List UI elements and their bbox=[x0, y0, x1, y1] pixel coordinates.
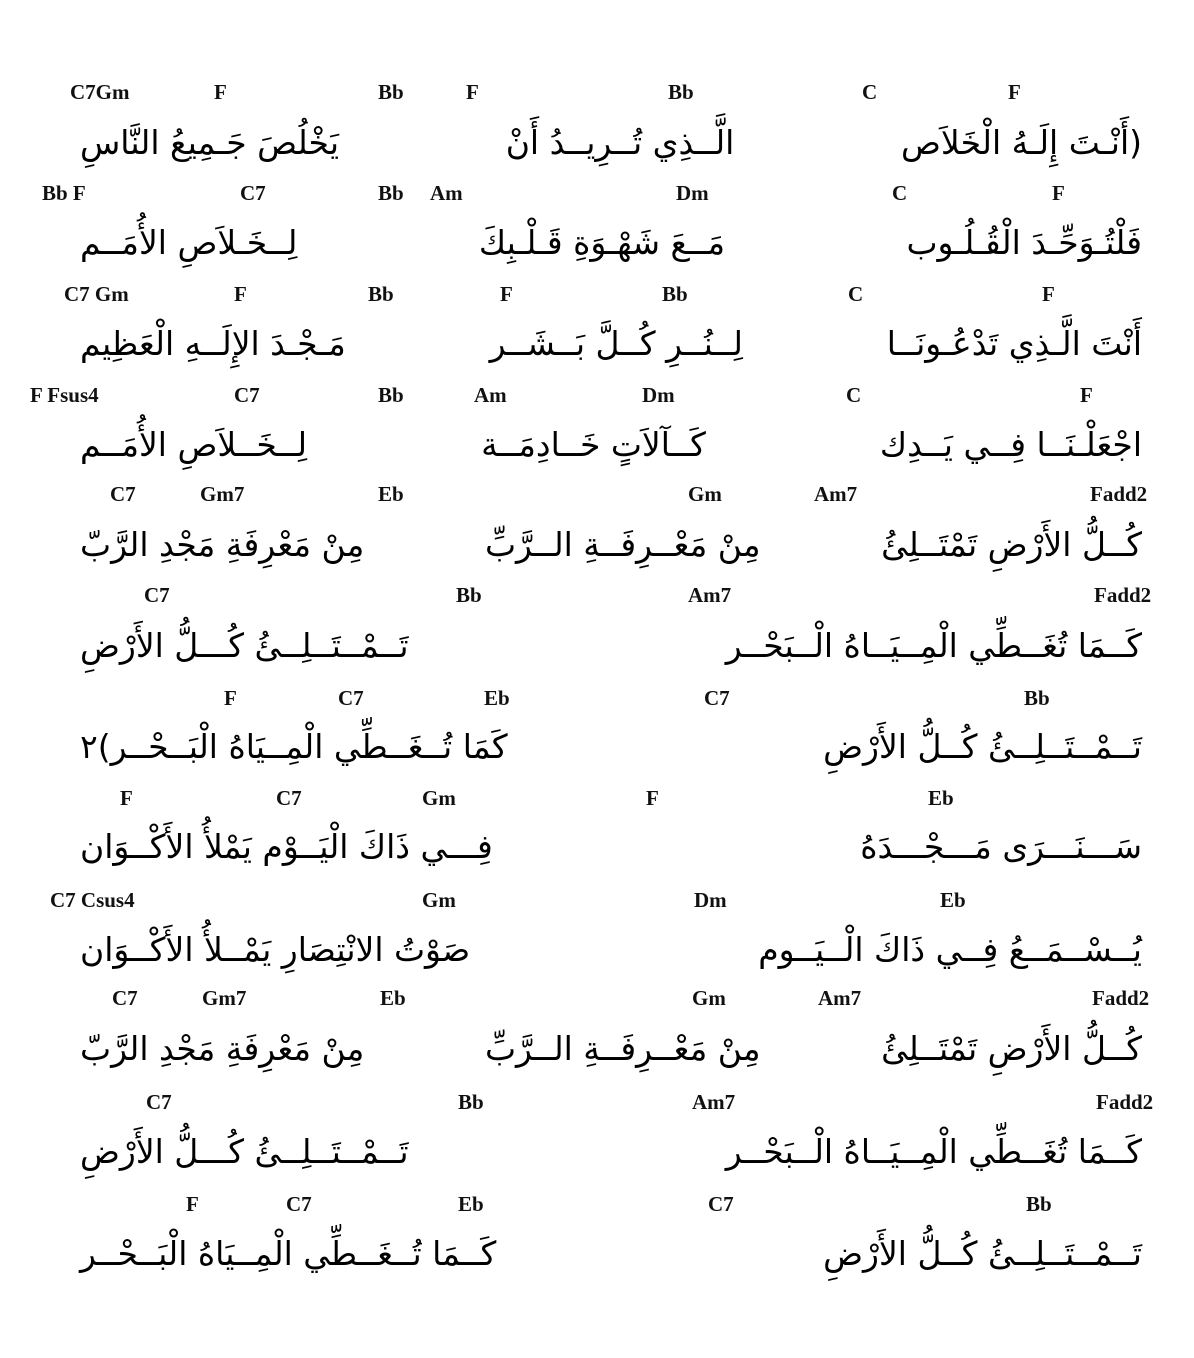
chord-row bbox=[0, 282, 1194, 306]
chord-row bbox=[0, 383, 1194, 407]
chord-row bbox=[0, 583, 1194, 607]
chord-label: Am7 bbox=[814, 482, 858, 506]
lyric-segment: مِنْ مَعْرِفَةِ مَجْدِ الرَّبّ bbox=[80, 524, 365, 564]
lyric-row bbox=[80, 416, 1142, 472]
lyric-segment: مِنْ مَعْــرِفَــةِ الــرَّبِّ bbox=[484, 524, 761, 564]
chord-row bbox=[0, 482, 1194, 506]
lyric-segment: سَـــنَـــرَى مَـــجْـــدَهُ bbox=[860, 826, 1142, 866]
chord-label: F bbox=[214, 80, 227, 104]
chord-label: C7Gm bbox=[70, 80, 130, 104]
chord-label: C7 bbox=[112, 986, 138, 1010]
lyric-segment: لِــنُــرِ كُــلَّ بَــشَــر bbox=[489, 323, 743, 363]
lyric-row bbox=[80, 1020, 1142, 1076]
chord-label: C bbox=[862, 80, 878, 104]
chord-label: Eb bbox=[940, 888, 966, 912]
lyric-segment: تَــمْــتَــلِــئُ كُـــلُّ الأَرْضِ bbox=[80, 625, 409, 665]
lyric-row bbox=[80, 516, 1142, 572]
lyric-row bbox=[80, 1123, 1142, 1179]
chord-label: Gm bbox=[688, 482, 722, 506]
lyric-row bbox=[80, 315, 1142, 371]
chord-row bbox=[0, 888, 1194, 912]
chord-label: Am7 bbox=[818, 986, 862, 1010]
chord-label: Gm7 bbox=[202, 986, 247, 1010]
chord-label: Bb bbox=[368, 282, 394, 306]
lyric-segment: أَنْتَ الَّـذِي تَدْعُـونَــا bbox=[886, 323, 1142, 363]
chord-label: Am7 bbox=[688, 583, 732, 607]
chord-label: C bbox=[846, 383, 862, 407]
chord-label: C7 bbox=[338, 686, 364, 710]
lyric-segment: كَمَا تُــغَــطِّي الْمِــيَاهُ الْبَــحْــر)٢ bbox=[80, 726, 508, 766]
lyric-segment: مَــعَ شَهْـوَةِ قَـلْـبِكَ bbox=[478, 222, 726, 262]
chord-label: C7 bbox=[144, 583, 170, 607]
chord-label: C7 Gm bbox=[64, 282, 129, 306]
chord-label: Gm bbox=[422, 888, 456, 912]
chord-row bbox=[0, 181, 1194, 205]
lyric-segment: كَــآلاَتٍ خَــادِمَــة bbox=[481, 424, 706, 464]
chord-label: Dm bbox=[642, 383, 675, 407]
lyric-segment: لِــخَــلاَصِ الأُمَــم bbox=[80, 424, 308, 464]
chord-row bbox=[0, 1192, 1194, 1216]
chord-label: Bb bbox=[1026, 1192, 1052, 1216]
chord-label: Bb bbox=[378, 80, 404, 104]
chord-label: F bbox=[466, 80, 479, 104]
chord-label: Bb bbox=[458, 1090, 484, 1114]
chord-label: Eb bbox=[378, 482, 404, 506]
chord-label: Bb bbox=[378, 383, 404, 407]
chord-label: F bbox=[186, 1192, 199, 1216]
chord-label: Bb bbox=[668, 80, 694, 104]
lyric-segment: اجْعَلْـنَــا فِــي يَــدِك bbox=[879, 424, 1142, 464]
chord-label: Am bbox=[430, 181, 463, 205]
lyric-segment: كَــمَا تُــغَــطِّي الْمِــيَاهُ الْبَــحْــر bbox=[80, 1233, 497, 1273]
chord-row bbox=[0, 686, 1194, 710]
lyric-segment: كُــلُّ الأَرْضِ تَمْتَــلِئُ bbox=[881, 524, 1142, 564]
lyric-segment: كُــلُّ الأَرْضِ تَمْتَــلِئُ bbox=[881, 1028, 1142, 1068]
chord-label: Gm bbox=[422, 786, 456, 810]
chord-row bbox=[0, 80, 1194, 104]
chord-label: F bbox=[120, 786, 133, 810]
chord-label: Bb bbox=[1024, 686, 1050, 710]
chord-label: C7 bbox=[240, 181, 266, 205]
chord-label: F bbox=[1080, 383, 1093, 407]
lyric-segment: تَــمْــتَــلِــئُ كُـــلُّ الأَرْضِ bbox=[80, 1131, 409, 1171]
lyric-segment: مِنْ مَعْــرِفَــةِ الــرَّبِّ bbox=[484, 1028, 761, 1068]
lyric-segment: (أَنْـتَ إِلَـهُ الْخَلاَص bbox=[901, 122, 1142, 162]
chord-label: Fadd2 bbox=[1092, 986, 1150, 1010]
lyric-segment: مِنْ مَعْرِفَةِ مَجْدِ الرَّبّ bbox=[80, 1028, 365, 1068]
lyric-segment: تَــمْــتَــلِــئُ كُــلُّ الأَرْضِ bbox=[823, 726, 1142, 766]
chord-row bbox=[0, 986, 1194, 1010]
chord-label: Gm7 bbox=[200, 482, 245, 506]
chord-label: Fadd2 bbox=[1094, 583, 1152, 607]
lyric-segment: كَــمَا تُغَــطِّي الْمِــيَــاهُ الْــبَحْــر bbox=[725, 625, 1142, 665]
chord-label: Bb bbox=[662, 282, 688, 306]
lyric-row bbox=[80, 114, 1142, 170]
chord-row bbox=[0, 786, 1194, 810]
lyric-segment: صَوْتُ الانْتِصَارِ يَمْــلأُ الأَكْــوَان bbox=[80, 929, 471, 969]
lyric-row bbox=[80, 617, 1142, 673]
chord-label: Dm bbox=[694, 888, 727, 912]
chord-label: C7 Csus4 bbox=[50, 888, 135, 912]
chord-label: C7 bbox=[708, 1192, 734, 1216]
chord-label: F Fsus4 bbox=[30, 383, 99, 407]
lyric-segment: كَــمَا تُغَــطِّي الْمِــيَــاهُ الْــبَحْــر bbox=[725, 1131, 1142, 1171]
lyric-row bbox=[80, 818, 1142, 874]
chord-label: C7 bbox=[146, 1090, 172, 1114]
lyric-segment: تَــمْــتَــلِــئُ كُــلُّ الأَرْضِ bbox=[823, 1233, 1142, 1273]
lyric-segment: الَّــذِي تُــرِيــدُ أَنْ bbox=[505, 122, 735, 162]
chord-label: F bbox=[1052, 181, 1065, 205]
chord-label: Fadd2 bbox=[1090, 482, 1148, 506]
chord-label: Eb bbox=[484, 686, 510, 710]
chord-label: C7 bbox=[286, 1192, 312, 1216]
chord-label: C7 bbox=[110, 482, 136, 506]
chord-label: Eb bbox=[458, 1192, 484, 1216]
chord-label: Am7 bbox=[692, 1090, 736, 1114]
lyric-segment: لِــخَـلاَصِ الأُمَــم bbox=[80, 222, 298, 262]
lyric-row bbox=[80, 214, 1142, 270]
lyric-segment: يَخْلُصَ جَـمِيعُ النَّاسِ bbox=[80, 122, 340, 162]
chord-label: Fadd2 bbox=[1096, 1090, 1154, 1114]
lyric-segment: يُــسْــمَــعُ فِــي ذَاكَ الْــيَــوم bbox=[758, 929, 1142, 969]
chord-label: C bbox=[848, 282, 864, 306]
lyric-row bbox=[80, 718, 1142, 774]
chord-label: F bbox=[1042, 282, 1055, 306]
lyric-row bbox=[80, 1225, 1142, 1281]
chord-label: C7 bbox=[704, 686, 730, 710]
lyric-segment: فِـــي ذَاكَ الْيَــوْم يَمْلأُ الأَكْــوَان bbox=[80, 826, 493, 866]
lyric-segment: فَلْتُـوَحِّـدَ الْقُـلُـوب bbox=[906, 222, 1142, 262]
chord-label: Bb F bbox=[42, 181, 86, 205]
chord-label: F bbox=[224, 686, 237, 710]
chord-label: Am bbox=[474, 383, 507, 407]
chord-label: C bbox=[892, 181, 908, 205]
chord-label: Dm bbox=[676, 181, 709, 205]
chord-label: Bb bbox=[378, 181, 404, 205]
lyric-segment: مَـجْـدَ الإِلَــهِ الْعَظِيم bbox=[80, 323, 346, 363]
chord-row bbox=[0, 1090, 1194, 1114]
chord-label: Gm bbox=[692, 986, 726, 1010]
chord-label: F bbox=[234, 282, 247, 306]
chord-label: F bbox=[646, 786, 659, 810]
chord-label: C7 bbox=[276, 786, 302, 810]
chord-label: F bbox=[1008, 80, 1021, 104]
chord-label: Eb bbox=[380, 986, 406, 1010]
chord-label: F bbox=[500, 282, 513, 306]
lyric-row bbox=[80, 921, 1142, 977]
chord-label: Bb bbox=[456, 583, 482, 607]
chord-label: Eb bbox=[928, 786, 954, 810]
chord-label: C7 bbox=[234, 383, 260, 407]
